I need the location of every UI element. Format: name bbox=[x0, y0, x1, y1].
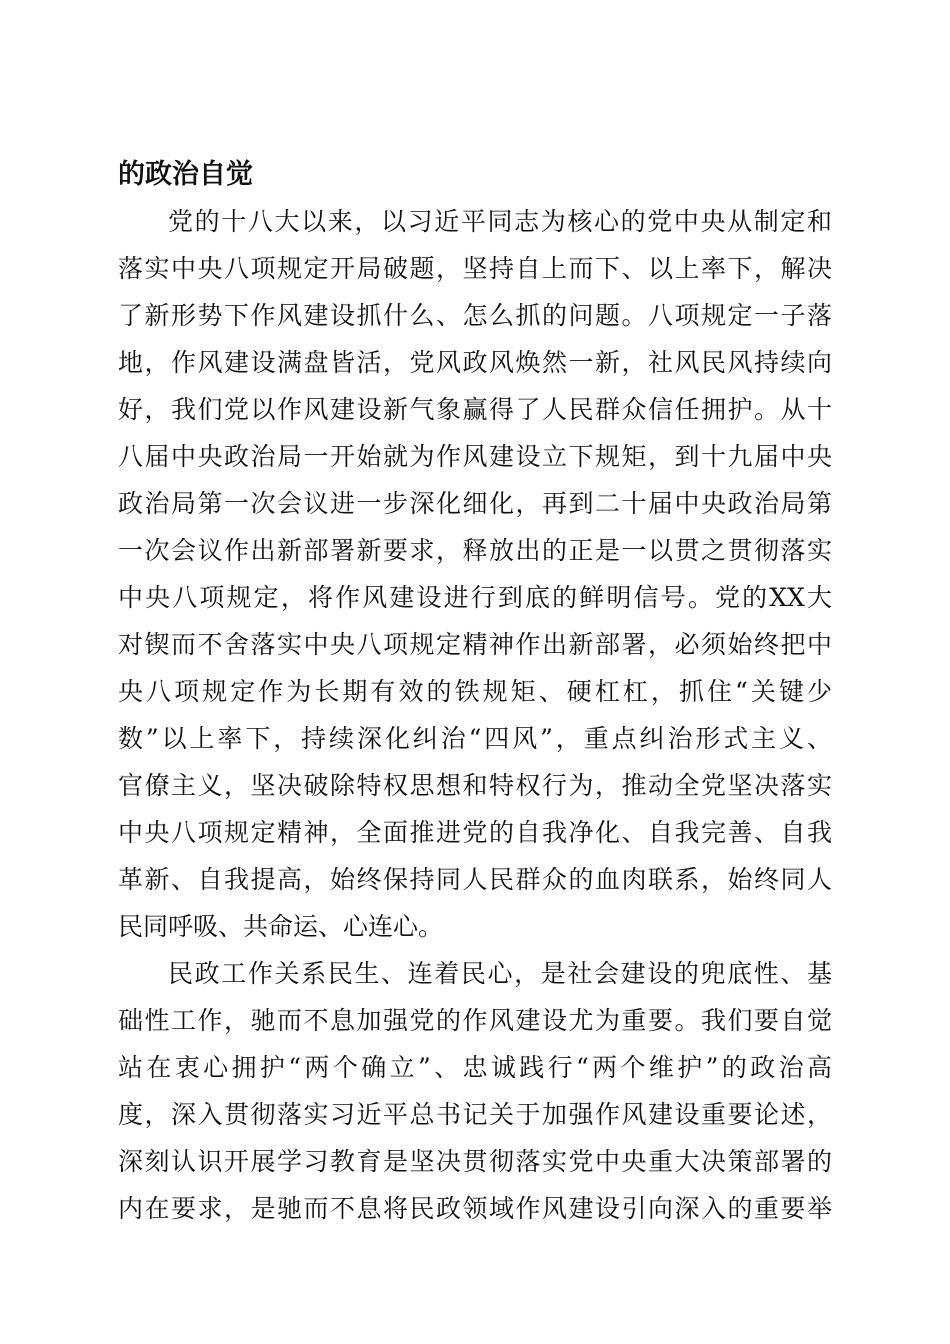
paragraph-line: 民政工作关系民生、连着民心，是社会建设的兜底性、基 bbox=[168, 959, 832, 988]
paragraph-line: 数”以上率下，持续深化纠治“四风”，重点纠治形式主义、 bbox=[118, 724, 832, 753]
paragraph-line: 深刻认识开展学习教育是坚决贯彻落实党中央重大决策部署的 bbox=[118, 1147, 832, 1176]
paragraph-line: 地，作风建设满盘皆活，党风政风焕然一新，社风民风持续向 bbox=[118, 348, 832, 377]
paragraph-line: 政治局第一次会议进一步深化细化，再到二十届中央政治局第 bbox=[118, 489, 832, 518]
paragraph-line: 党的十八大以来，以习近平同志为核心的党中央从制定和 bbox=[168, 207, 832, 236]
paragraph-1 bbox=[118, 198, 832, 950]
paragraph-line: 础性工作，驰而不息加强党的作风建设尤为重要。我们要自觉 bbox=[118, 1006, 832, 1035]
paragraph-line: 落实中央八项规定开局破题，坚持自上而下、以上率下，解决 bbox=[118, 254, 832, 283]
paragraph-line: 度，深入贯彻落实习近平总书记关于加强作风建设重要论述， bbox=[118, 1100, 832, 1129]
document-page bbox=[118, 151, 832, 1232]
paragraph-line: 好，我们党以作风建设新气象赢得了人民群众信任拥护。从十 bbox=[118, 395, 832, 424]
paragraph-line: 央八项规定作为长期有效的铁规矩、硬杠杠，抓住“关键少 bbox=[118, 677, 832, 706]
paragraph-line: 官僚主义，坚决破除特权思想和特权行为，推动全党坚决落实 bbox=[118, 771, 832, 800]
paragraph-line: 了新形势下作风建设抓什么、怎么抓的问题。八项规定一子落 bbox=[118, 301, 832, 330]
paragraph-line: 中央八项规定，将作风建设进行到底的鲜明信号。党的XX大 bbox=[118, 583, 832, 612]
paragraph-2 bbox=[118, 950, 832, 1232]
paragraph-line: 内在要求，是驰而不息将民政领域作风建设引向深入的重要举 bbox=[118, 1194, 832, 1223]
paragraph-line: 对锲而不舍落实中央八项规定精神作出新部署，必须始终把中 bbox=[118, 630, 832, 659]
section-heading: 的政治自觉 bbox=[118, 159, 253, 190]
paragraph-line: 革新、自我提高，始终保持同人民群众的血肉联系，始终同人 bbox=[118, 865, 832, 894]
paragraph-line: 八届中央政治局一开始就为作风建设立下规矩，到十九届中央 bbox=[118, 442, 832, 471]
paragraph-line: 中央八项规定精神，全面推进党的自我净化、自我完善、自我 bbox=[118, 818, 832, 847]
paragraph-line: 站在衷心拥护“两个确立”、忠诚践行“两个维护”的政治高 bbox=[118, 1053, 832, 1082]
paragraph-line: 一次会议作出新部署新要求，释放出的正是一以贯之贯彻落实 bbox=[118, 536, 832, 565]
paragraph-line: 民同呼吸、共命运、心连心。 bbox=[118, 912, 444, 941]
